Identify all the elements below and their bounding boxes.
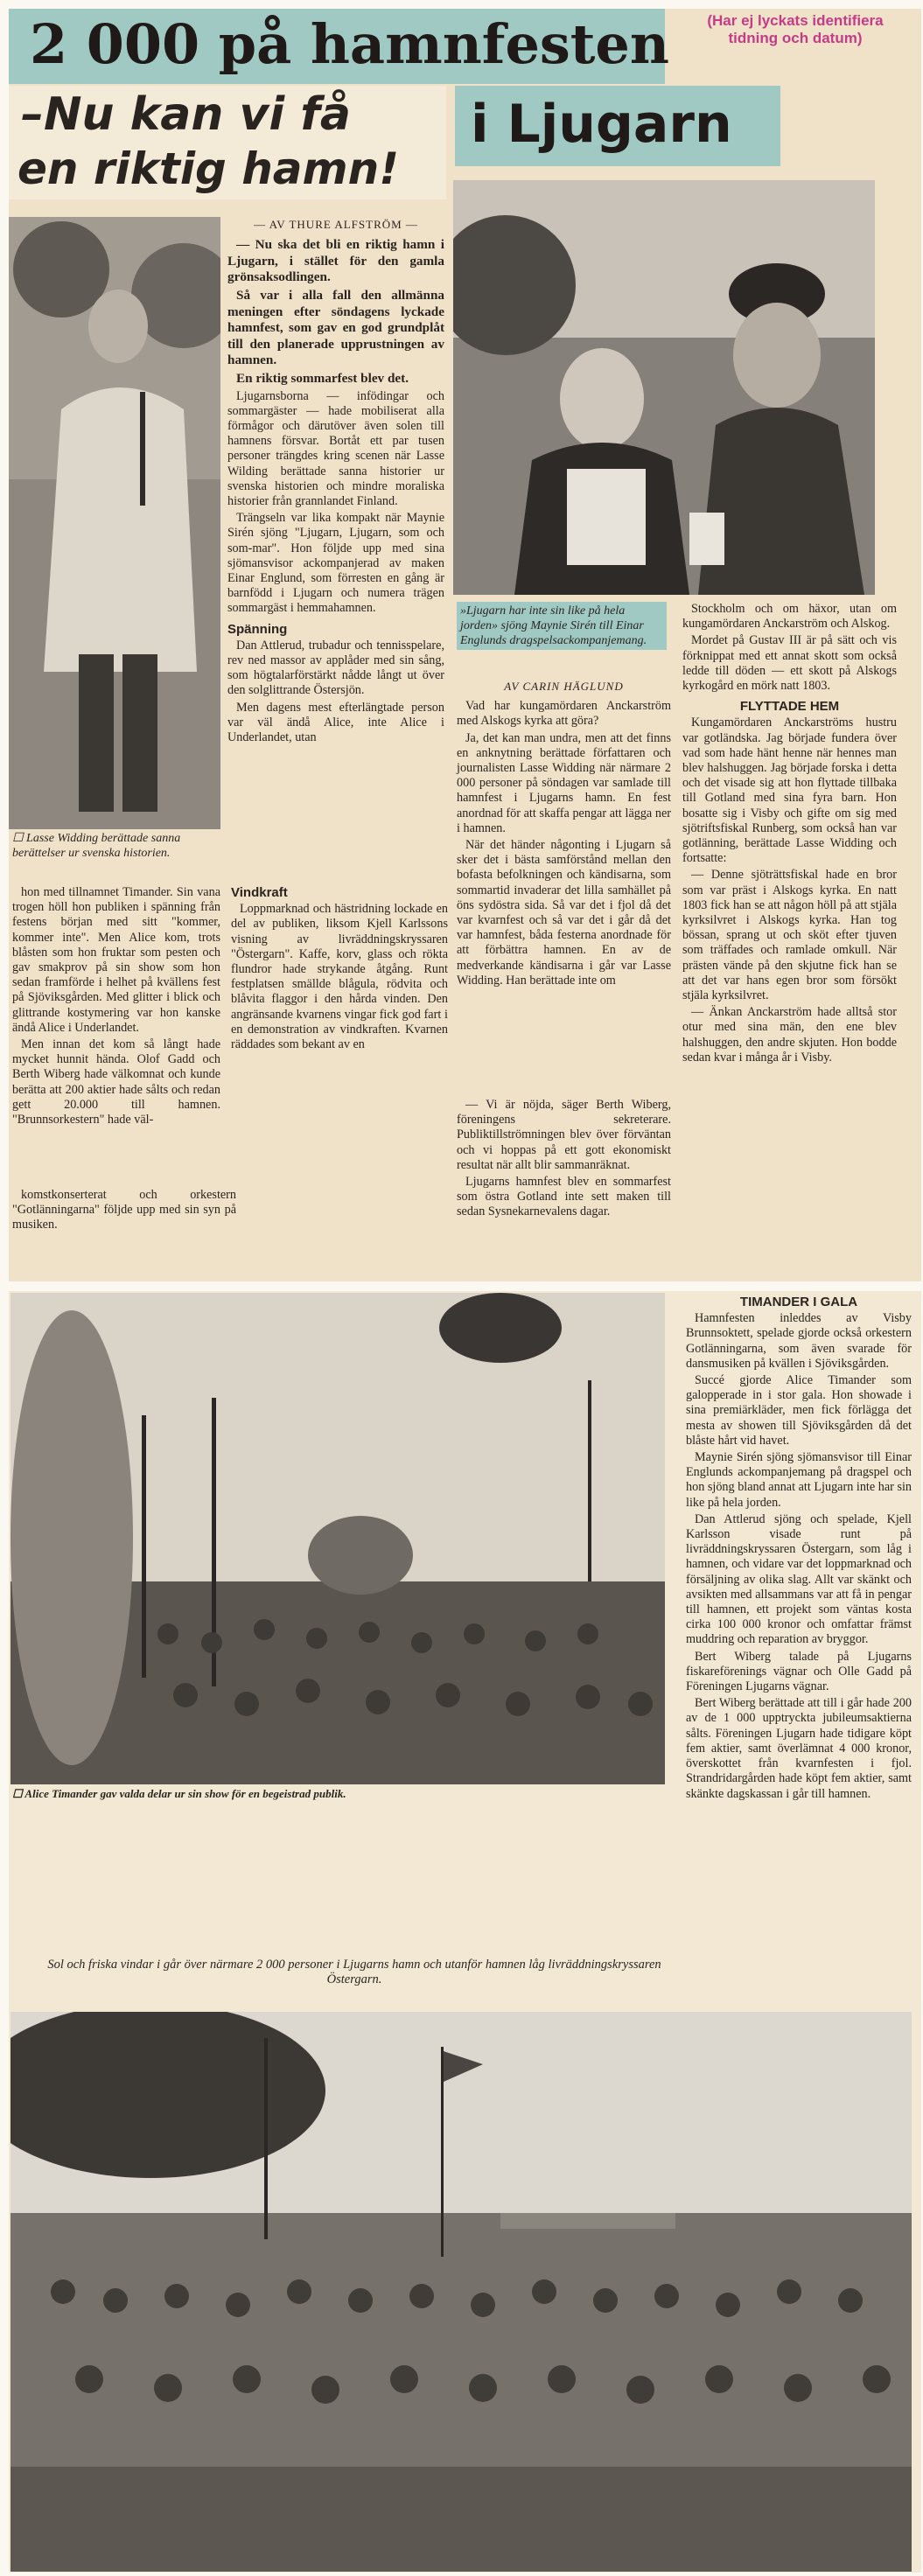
article1-column: — AV THURE ALFSTRÖM — — Nu ska det bli en riktig hamn i Ljugarn, i stället för den gamla grönsaksodlingen. Så var i alla fall den allmänna meningen efter söndagens lyckade hamnfest, som gav en god grundplåt till den planerade upprustningen av hamnen. En riktig sommarfest blev det. Ljugarnsborna — infödingar och sommargäster — hade mobiliserat alla förmågor och därutöver även solen till hamnens försvar. Bortåt ett par tusen personer trängdes kring scenen när Lasse Wilding berättade sanna historier ur svenska historien och mindre moraliska historier från grannlandet Finland. Trängseln var lika kompakt när Maynie Sirén sjöng "Ljugarn, Ljugarn, som och som-mar". Hon följde upp med sina sjömansvisor ackompanjerad av maken Einar Englund, som förresten en gång är barnfödd i Ljugarn och numera trägen sommargäst i hemmahamnen. Spänning Dan Attlerud, trubadur och tennisspelare, rev ned massor av applåder med sin sång, som högtalarförstärkt nådde långt ut över den solglittrande Östersjön. Men dagens mest efterlängtade person var väl ändå Alice, inte Alice i Underlandet, utan xyxy=(227,218,444,745)
heading-timander: TIMANDER I GALA xyxy=(739,1295,858,1309)
identification-note: (Har ej lyckats identifiera tidning och datum) xyxy=(707,12,884,46)
photo2-caption: »Ljugarn har inte sin like på hela jorden» sjöng Maynie Sirén till Einar Englunds dragspelsackompanjemang. xyxy=(457,602,667,650)
heading-flyttade-hem: FLYTTADE HEM xyxy=(739,699,840,715)
headline-line1: –Nu kan vi få xyxy=(21,88,351,141)
article1-continuation-2: komstkonserterat och orkestern "Gotlänningarna" följde upp med sin syn på musiken. xyxy=(12,1188,236,1232)
heading-spanning: Spänning xyxy=(227,621,288,637)
headline xyxy=(9,86,446,199)
article1-continuation: hon med tillnamnet Timander. Sin vana trogen höll hon publiken i spänning från festens början med sitt "kommer, kommer inte". Men Alice kom, trots blåsten som hon fruktar som pesten och gav smakprov på sin show som hon sedan framförde i helhet på kvällens fest på Sjöviksgården. Med glitter i blick och glittrande kostymering var hon kanske ändå Alice i Underlandet. Men innan det kom så långt hade mycket hunnit hända. Olof Gadd och Berth Wiberg hade välkomnat och kunde berätta att 200 aktier hade sålts och redan gett 20.000 till hamnen. "Brunnsorkestern" hade väl- xyxy=(12,885,220,1127)
headline-right: i Ljugarn xyxy=(471,94,732,155)
photo-harbour-crowd xyxy=(10,2012,912,2572)
heading-vindkraft: Vindkraft xyxy=(231,885,288,900)
photo1-caption: ☐ Lasse Widding berättade sanna berättelser ur svenska historien. xyxy=(12,832,181,860)
article2-column-b: — Vi är nöjda, säger Berth Wiberg, föreningens sekreterare. Publiktillströmningen blev över förväntan och vi hoppas på ett gott ekonomiskt resultat när allt blir sammanräknat. Ljugarns hamnfest blev en sommarfest som östra Gotland inte sett maken till sedan Sysnekarnevalens dagar. xyxy=(457,1098,671,1219)
headline-right-box xyxy=(455,86,780,166)
article2-byline: AV CARIN HÄGLUND xyxy=(504,680,624,693)
photo-maynie-siren xyxy=(453,180,875,595)
article1-byline: — AV THURE ALFSTRÖM — xyxy=(254,218,418,231)
article1-vindkraft: Vindkraft Loppmarknad och hästridning lockade en del av publiken, liksom Kjell Karlssons visning av livräddningskryssaren "Östergarn". Kaffe, korv, glass och rökta flundror hade strykande åtgång. Runt festplatsen smällde blågula, rödvita och blåvita flaggor i den hårda vinden. Den angränsande kvarnens vingar fick god fart i en demonstration av vindkraften. Kvarnen räddades som bekant av en xyxy=(231,885,448,1052)
timander-article: TIMANDER I GALA Hamnfesten inleddes av Visby Brunnsoktett, spelade gjorde också orkestern Gotlänningarna, som även svarade för dansmusiken på kvällen i Sjöviksgården. Succé gjorde Alice Timander som galopperade in i stor gala. Hon showade i sina premiärkläder, men fick förlägga det mesta av showen till Sjöviksgården då det blåste hårt vid havet. Maynie Sirén sjöng sjömansvisor till Einar Englunds ackompanjemang på dragspel och hon sjöng bland annat att Ljugarn inte har sin like på hela jorden. Dan Attlerud sjöng och spelade, Kjell Karlsson visade runt på livräddningskryssaren Östergarn, som låg i hamnen, och vidare var det loppmarknad och försäljning av olika slag. Allt var skänkt och avsikten med allsammans var att få in pengar till hamnen, ett projekt som väntas kosta cirka 100 000 kronor och omfattar främst muddring och reparation av bryggor. Bert Wiberg talade på Ljugarns fiskareförenings vägnar och Olle Gadd på Föreningen Ljugarns vägnar. Bert Wiberg berättade att till i går hade 200 av de 1 000 upptryckta jubileumsaktierna sålts. Föreningen Ljugarn hade tidigare köpt fem aktier, samt överlämnat 4 000 kronor, överskottet från kvarnfesten i fjol. Strandridargården hade köpt fem aktier, samt skänkte dagskassan i går till hamnen. xyxy=(686,1295,912,1801)
banner-title: 2 000 på hamnfesten xyxy=(30,12,669,76)
photo3-caption: ☐ Alice Timander gav valda delar ur sin show för en begeistrad publik. xyxy=(12,1787,346,1800)
banner xyxy=(9,9,669,84)
article2-column-a: AV CARIN HÄGLUND Vad har kungamördaren Anckarström med Alskogs kyrka att göra? Ja, det kan man undra, men att det finns en anknytning berättade författaren och journalisten Lasse Widding när närmare 2 000 personer på söndagen var samlade till hamnfest i Ljugarns hamn. En fest anordnad för att skaffa pengar att lägga ner i hamnen. När det händer någonting i Ljugarn så sker det i bästa samförstånd mellan den bofasta befolkningen och kändisarna, som sommartid invaderar det lilla samhället på öns sydöstra sida. Så var det i fjol då det var kvarnfest och så var det i går då det var hamnfest, båda festerna anordnade för att förbättra hamnen. En av de medverkande kändisarna i går var Lasse Widding. Han berättade inte om xyxy=(457,680,671,988)
article2-column-c: Stockholm och om häxor, utan om kungamördaren Anckarström och Alskog. Mordet på Gustav III är på sätt och vis förknippat med ett annat skott som också ledde till döden — ett skott på Alskogs kyrkogård en mörk natt 1803. FLYTTADE HEM Kungamördaren Anckarströms hustru var gotländska. Jag började fundera över vad som hade hänt henne när hennes man blev halshuggen. Jag började forska i detta och det visade sig att hon flyttade tillbaka till Gotland med sina fyra barn. Hon bosatte sig i Visby och gifte om sig med sjötriftsfiskal Runberg, som också han var gotlänning, berättade Lasse Widding och fortsatte: — Denne sjöträttsfiskal hade en bror som var präst i Alskogs kyrka. En natt 1803 fick han se att någon höll på att stjäla kyrksilvret i Alskogs kyrka. Han tog bössan, sprang ut och sköt efter tjuven som träffades och ramlade omkull. När prästen vände på den skjutne fick han se att det var hans egen bror som försökt stjäla kyrksilvret. — Änkan Anckarström hade alltså stor otur med sina män, den ene blev halshuggen, den andre skjuten. Hon bodde sedan kvar i många år i Visby. xyxy=(682,602,897,1065)
photo4-caption: Sol och friska vindar i går över närmare 2 000 personer i Ljugarns hamn och utanför hamnen låg livräddningskryssaren Östergarn. xyxy=(47,1958,661,1986)
photo-alice-timander xyxy=(10,1293,665,1784)
photo-lasse-widding xyxy=(9,217,220,829)
headline-line2: en riktig hamn! xyxy=(17,143,400,194)
